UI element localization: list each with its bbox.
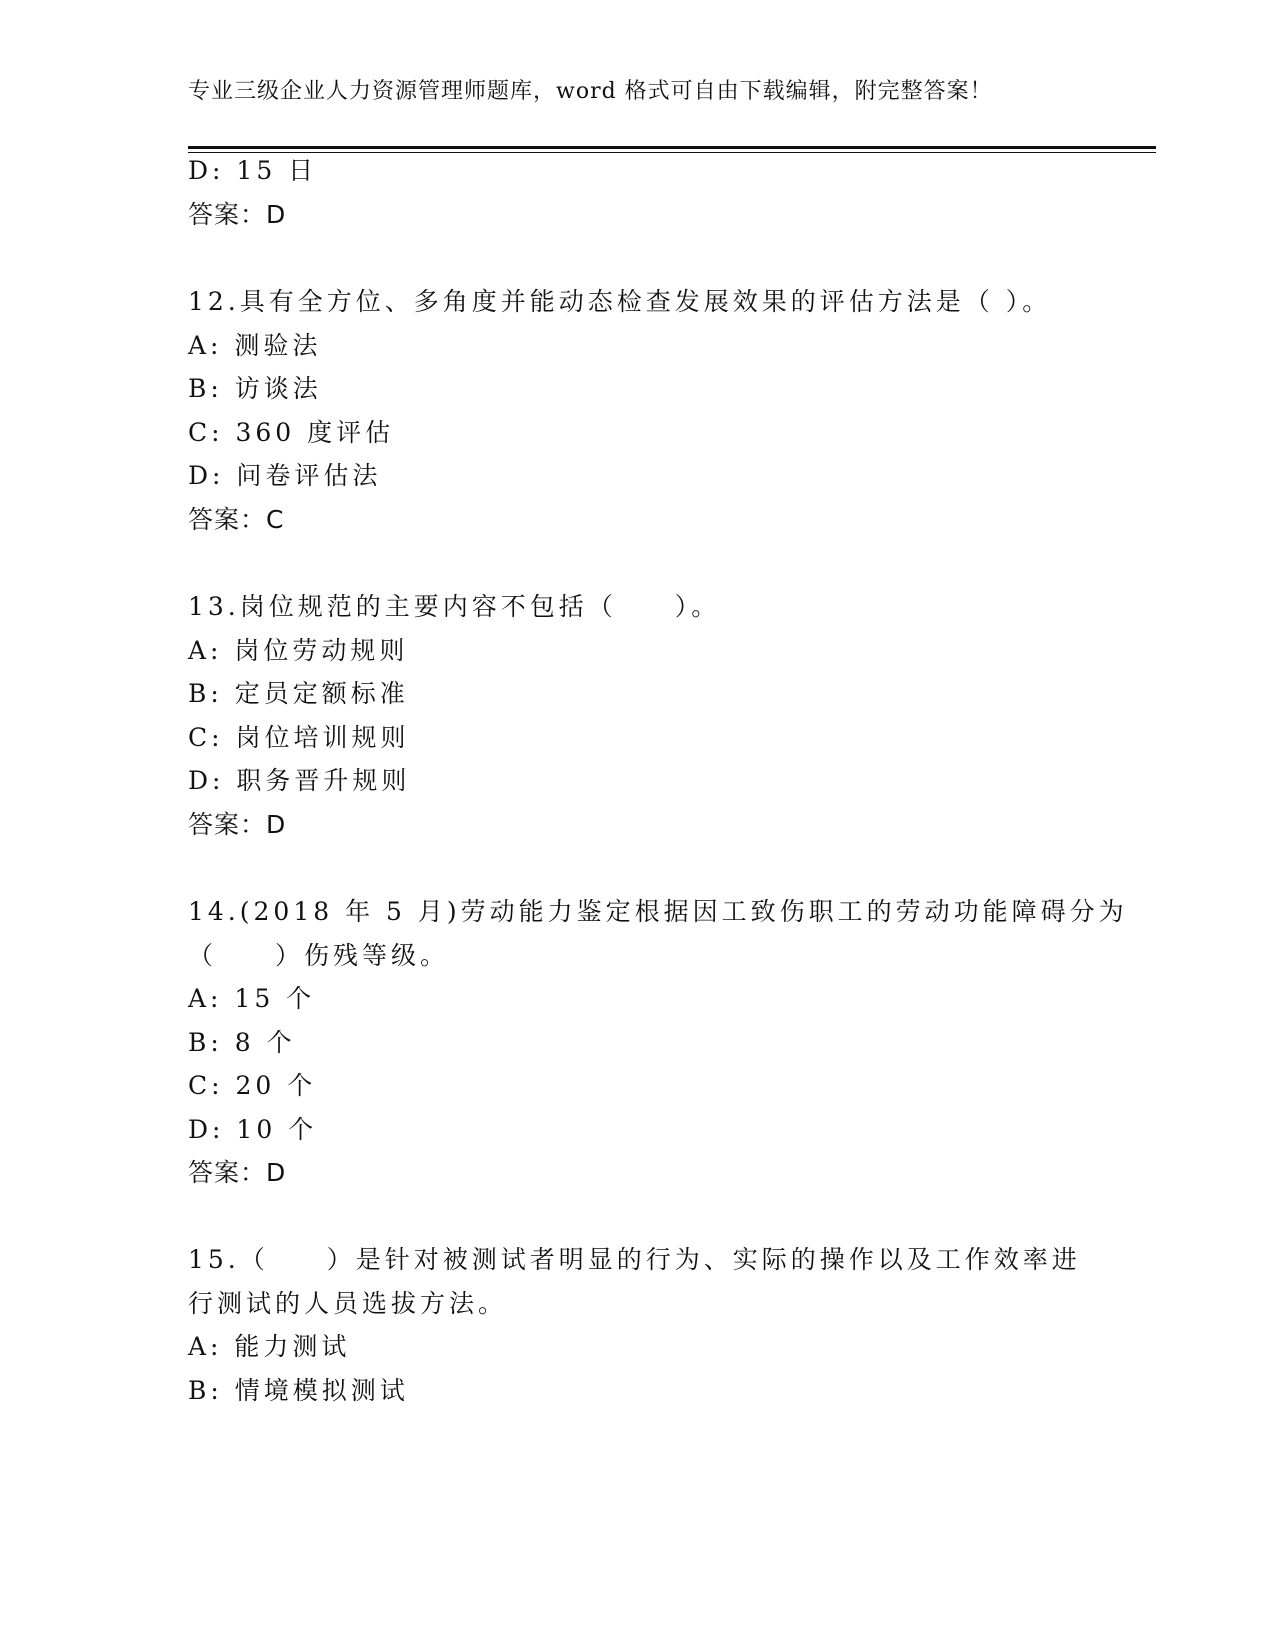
option-b: B: 访谈法 — [188, 374, 322, 403]
question-stem: 14.(2018 年 5 月)劳动能力鉴定根据因工致伤职工的劳动功能障碍分为 — [188, 897, 1128, 926]
answer: 答案：D — [188, 1158, 287, 1187]
carryover-option-d: D: 15 日 — [188, 156, 318, 185]
question-stem: 13.岗位规范的主要内容不包括（ ）。 — [188, 592, 721, 621]
question-stem: 12.具有全方位、多角度并能动态检查发展效果的评估方法是（ ）。 — [188, 287, 1052, 316]
question-stem-cont: 行测试的人员选拔方法。 — [188, 1289, 508, 1318]
option-a: A: 测验法 — [188, 331, 322, 360]
option-c: C: 360 度评估 — [188, 418, 395, 447]
question-stem-cont: （ ）伤残等级。 — [188, 941, 450, 970]
answer: 答案：D — [188, 810, 287, 839]
question-stem: 15.（ ）是针对被测试者明显的行为、实际的操作以及工作效率进 — [188, 1245, 1081, 1274]
header-rule-thin — [188, 152, 1156, 153]
option-d: D: 10 个 — [188, 1115, 318, 1144]
option-b: B: 定员定额标准 — [188, 679, 409, 708]
header-rule-thick — [188, 146, 1156, 149]
option-b: B: 8 个 — [188, 1028, 296, 1057]
page-header: 专业三级企业人力资源管理师题库，word 格式可自由下载编辑，附完整答案！ — [188, 79, 993, 104]
option-d: D: 职务晋升规则 — [188, 766, 411, 795]
option-a: A: 岗位劳动规则 — [188, 636, 409, 665]
option-a: A: 能力测试 — [188, 1332, 351, 1361]
answer: 答案：C — [188, 505, 285, 534]
option-b: B: 情境模拟测试 — [188, 1376, 409, 1405]
option-a: A: 15 个 — [188, 984, 316, 1013]
option-c: C: 20 个 — [188, 1071, 317, 1100]
carryover-answer: 答案：D — [188, 200, 287, 229]
option-c: C: 岗位培训规则 — [188, 723, 410, 752]
option-d: D: 问卷评估法 — [188, 461, 382, 490]
